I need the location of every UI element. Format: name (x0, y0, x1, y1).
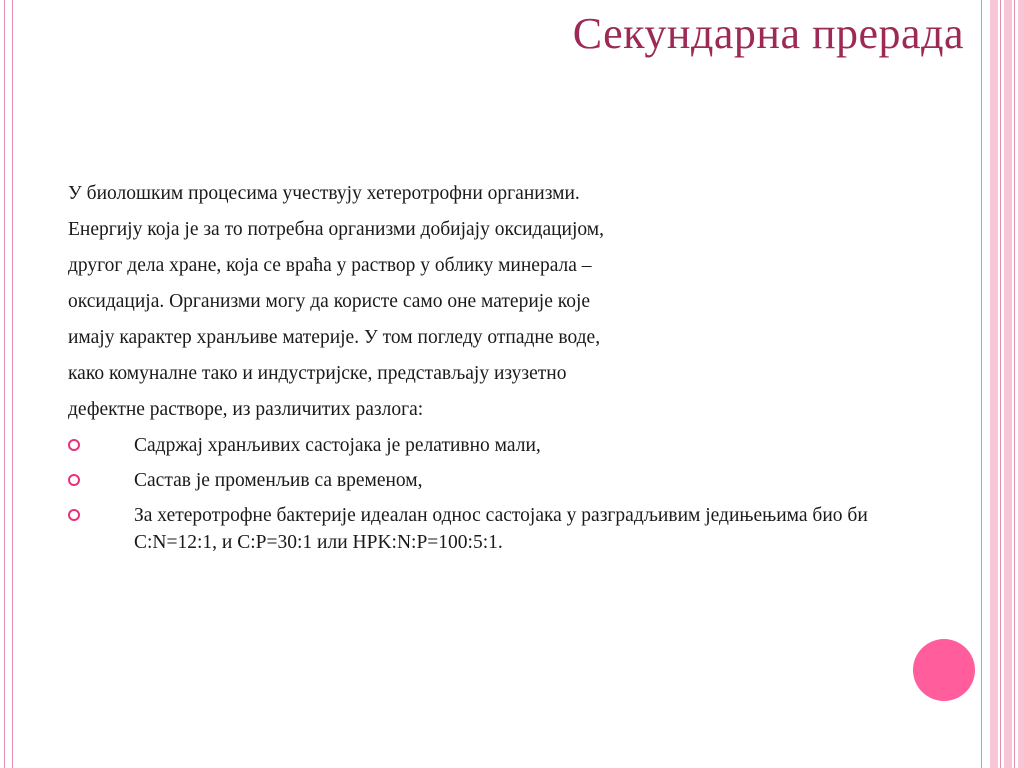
slide-title: Секундарна прерада (572, 9, 964, 58)
right-decorative-stripe (1000, 0, 1001, 768)
bullet-text: Састав је променљив са временом, (134, 470, 423, 491)
bullet-item (68, 467, 918, 494)
ring-bullet-icon (68, 474, 80, 486)
left-decorative-line (4, 0, 5, 768)
paragraph-line: оксидација. Организми могу да користе само оне материје које (68, 291, 591, 312)
body-paragraph (68, 176, 918, 428)
paragraph-line: другог дела хране, која се враћа у раствор у облику минерала – (68, 255, 592, 276)
decorative-circle (913, 639, 975, 701)
right-decorative-stripe (990, 0, 998, 768)
paragraph-line: дефектне растворе, из различитих разлога: (68, 399, 424, 420)
bullet-item (68, 502, 918, 556)
bullet-text: За хетеротрофне бактерије идеалан однос састојака у разградљивим једињењима био би C:N=12:1, и C:P=30:1 или HPK:N:P=100:5:1. (134, 505, 868, 553)
paragraph-line: имају карактер хранљиве материје. У том погледу отпадне воде, (68, 327, 601, 348)
ring-bullet-icon (68, 439, 80, 451)
paragraph-line: Енергију која је за то потребна организми добијају оксидацијом, (68, 219, 604, 240)
slide-body (68, 176, 918, 564)
right-decorative-stripe (1014, 0, 1015, 768)
paragraph-line: како комуналне тако и индустријске, представљају изузетно (68, 363, 567, 384)
right-decorative-stripe (1004, 0, 1012, 768)
bullet-item (68, 432, 918, 459)
right-decorative-stripe (981, 0, 982, 768)
left-decorative-line (12, 0, 13, 768)
bullet-text: Садржај хранљивих састојака је релативно мали, (134, 435, 541, 456)
right-decorative-stripe (1018, 0, 1024, 768)
ring-bullet-icon (68, 509, 80, 521)
bullet-list (68, 432, 918, 556)
paragraph-line: У биолошким процесима учествују хетеротрофни организми. (68, 183, 580, 204)
